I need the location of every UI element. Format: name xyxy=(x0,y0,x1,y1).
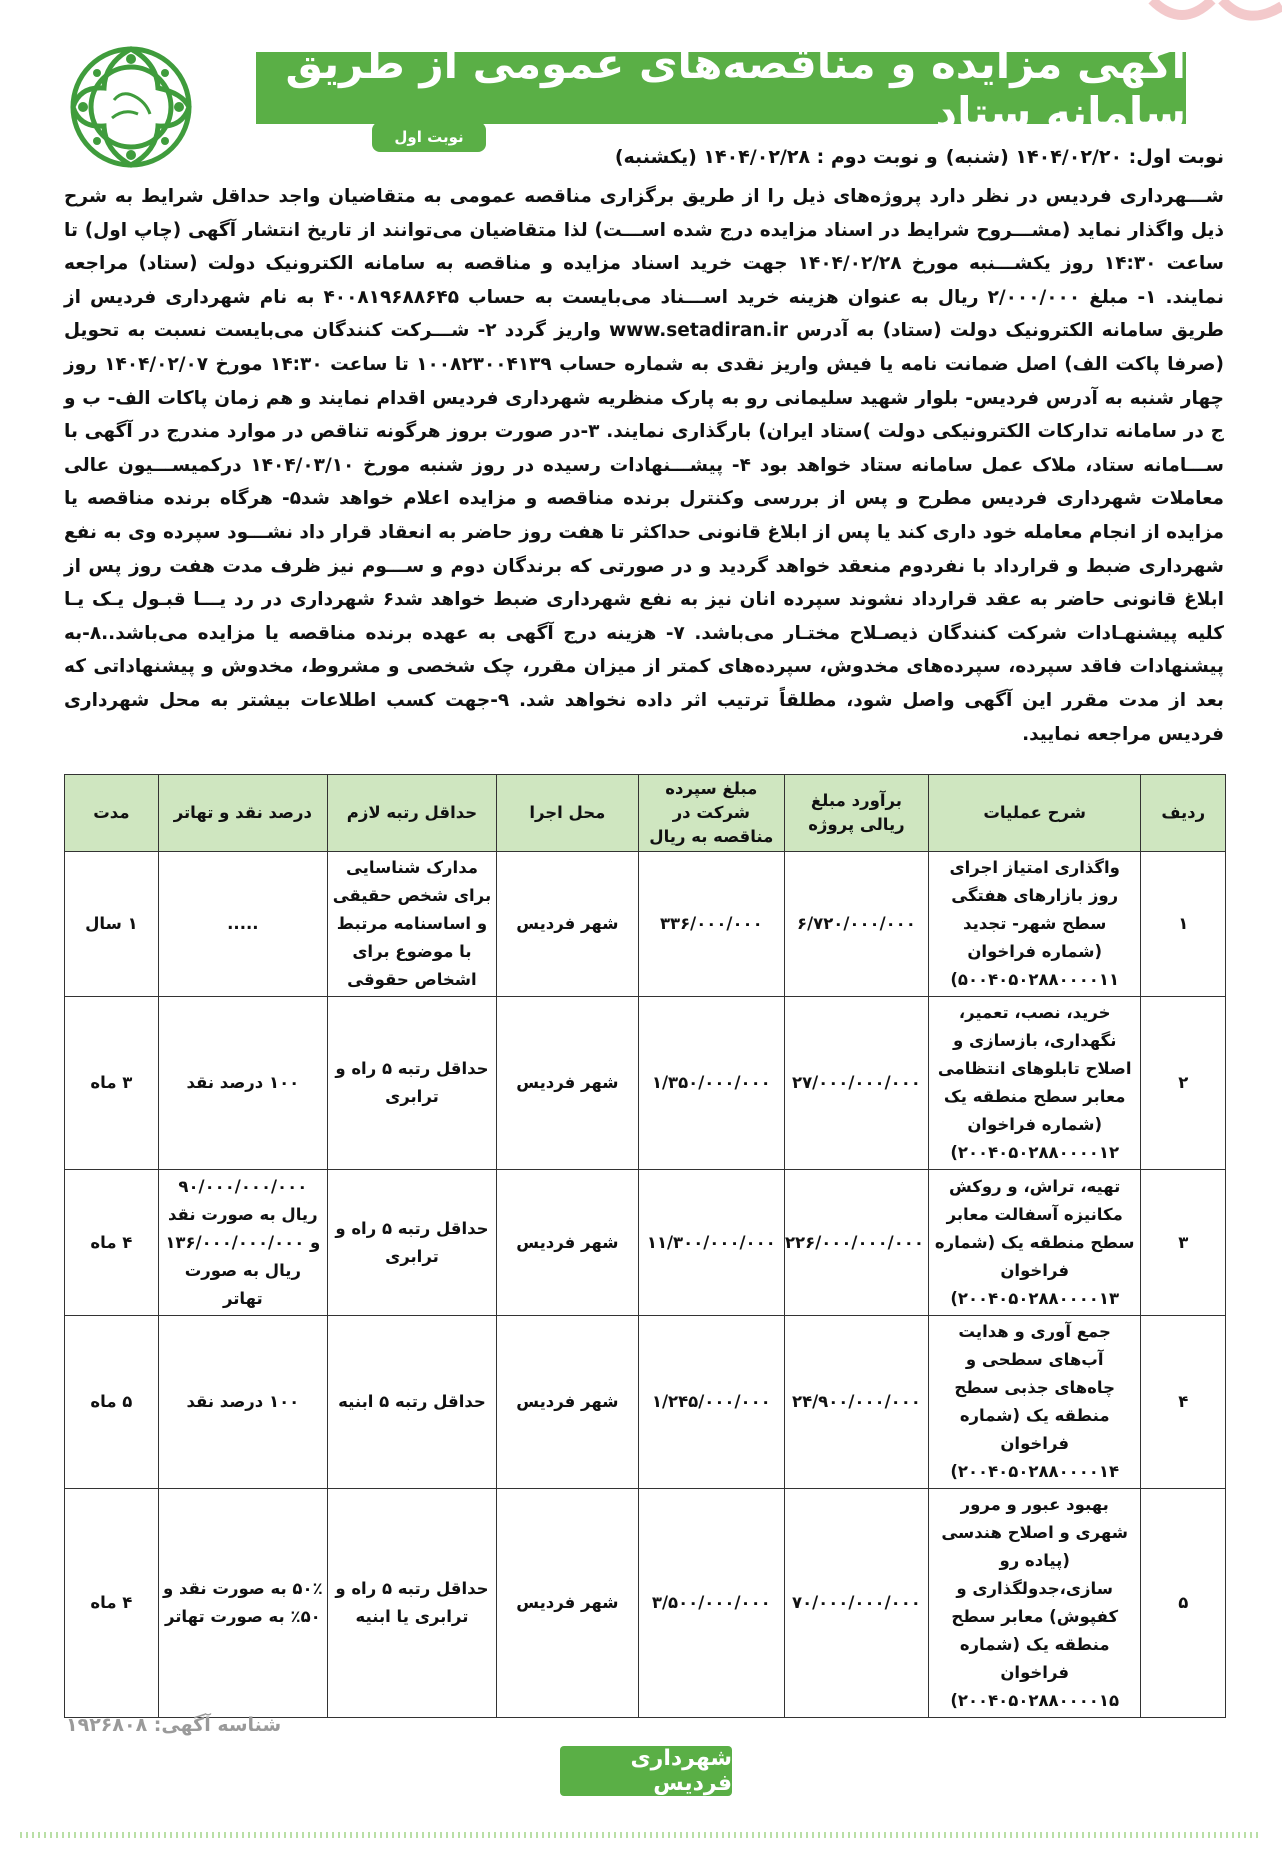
header-deposit: مبلغ سپرده شرکت در مناقصه به ریال xyxy=(638,775,784,852)
cell-row-number: ۴ xyxy=(1141,1316,1226,1489)
cell-row-number: ۱ xyxy=(1141,852,1226,997)
table-row xyxy=(65,1316,1226,1489)
cell-row-number: ۳ xyxy=(1141,1170,1226,1316)
ad-id: شناسه آگهی: ۱۹۲۶۸۰۸ xyxy=(66,1714,282,1736)
cell-location: شهر فردیس xyxy=(497,1489,639,1718)
table-header-row xyxy=(65,775,1226,852)
cell-deposit: ۱/۲۴۵/۰۰۰/۰۰۰ xyxy=(638,1316,784,1489)
cell-grade: حداقل رتبه ۵ ابنیه xyxy=(327,1316,496,1489)
second-round-date: و نوبت دوم : ۱۴۰۴/۰۲/۲۸ (یکشنبه) xyxy=(614,146,938,168)
header-grade: حداقل رتبه لازم xyxy=(327,775,496,852)
header-description: شرح عملیات xyxy=(928,775,1141,852)
cell-row-number: ۵ xyxy=(1141,1489,1226,1718)
cell-grade: حداقل رتبه ۵ راه و ترابری xyxy=(327,1170,496,1316)
round-badge: نوبت اول xyxy=(372,122,486,152)
cell-estimate: ۲۲۶/۰۰۰/۰۰۰/۰۰۰ xyxy=(784,1170,928,1316)
notice-title: آگهی مزایده و مناقصه‌های عمومی از طریق سامانه ستاد xyxy=(256,52,1186,124)
cell-duration: ۳ ماه xyxy=(65,997,159,1170)
cell-grade: حداقل رتبه ۵ راه و ترابری یا ابنیه xyxy=(327,1489,496,1718)
first-round-date: نوبت اول: ۱۴۰۴/۰۲/۲۰ (شنبه) xyxy=(945,146,1224,168)
cell-payment: ۹۰/۰۰۰/۰۰۰/۰۰۰ ریال به صورت نقد و ۱۳۶/۰۰۰/۰۰۰/۰۰۰ ریال به صورت تهاتر xyxy=(158,1170,327,1316)
notice-body: شـــهرداری فردیس در نظر دارد پروژه‌های ذیل را از طریق برگزاری مناقصه عمومی به متقاضیان واجد حداقل شرایط به شرح ذیل واگذار نماید (مشـــروح شرایط در اسناد مزایده درج شده اســـت) لذا متقاضیان می‌توانند از تاریخ انتشار آگهی (چاپ اول) تا ساعت ۱۴:۳۰ روز یکشـــنبه مورخ ۱۴۰۴/۰۲/۲۸ جهت خرید اسناد مزایده و مناقصه به سامانه الکترونیک دولت (ستاد) مراجعه نمایند. ۱- مبلغ ۲/۰۰۰/۰۰۰ ریال به عنوان هزینه خرید اســـناد می‌بایست به حساب ۴۰۰۸۱۹۶۸۸۶۴۵ به نام شهرداری فردیس از طریق سامانه الکترونیک دولت (ستاد) به آدرس www.setadiran.ir واریز گردد ۲- شـــرکت کنندگان می‌بایست نسبت به تحویل (صرفا پاکت الف) اصل ضمانت نامه یا فیش واریز نقدی به شماره حساب ۱۰۰۸۲۳۰۰۴۱۳۹ تا ساعت ۱۴:۳۰ مورخ ۱۴۰۴/۰۲/۰۷ روز چهار شنبه به آدرس فردیس- بلوار شهید سلیمانی رو به پارک منظریه شهرداری فردیس اقدام نمایند و هم زمان پاکات الف- ب و ج در سامانه تدارکات الکترونیکی دولت )ستاد ایران) بارگذاری نمایند. ۳-در صورت بروز هرگونه تناقص در موارد مندرج در آگهی با ســـامانه ستاد، ملاک عمل سامانه ستاد خواهد بود ۴- پیشـــنهادات رسیده در روز شنبه مورخ ۱۴۰۴/۰۳/۱۰ درکمیســـیون عالی معاملات شهرداری فردیس مطرح و پس از بررسی وکنترل برنده مناقصه و مزایده اعلام خواهد شد۵- هرگاه برنده مناقصه یا مزایده از انجام معامله خود داری کند یا پس از ابلاغ قانونی حداکثر تا هفت روز حاضر به انعقاد قرار داد نشـــود سپرده وی به نفع شهرداری ضبط و قرارداد با نفردوم منعقد خواهد گردید و در صورتی که برندگان دوم و ســـوم نیز ظرف مدت هفت روز پس از ابلاغ قانونی حاضر به عقد قرارداد نشوند سپرده انان نیز به نفع شهرداری ضبط خواهد شد۶ شهرداری در رد یـــا قبـول یـک یـا کلیه پیشنهـادات شرکت کنندگان ذیصـلاح مختـار می‌باشد. ۷- هزینه درج آگهی به عهده برنده مناقصه یا مزایده می‌باشد..۸-به پیشنهادات فاقد سپرده، سپرده‌های مخدوش، سپرده‌های کمتر از میزان مقرر، چک شخصی و مشروط، مخدوش و پیشنهاداتی که بعد از مدت مقرر این آگهی واصل شود، مطلقاً ترتیب اثر داده نخواهد شد. ۹-جهت کسب اطلاعات بیشتر به محل شهرداری فردیس مراجعه نمایید. xyxy=(64,186,1225,745)
cell-description: تهیه، تراش، و روکش مکانیزه آسفالت معابر سطح منطقه یک (شماره فراخوان ۲۰۰۴۰۵۰۲۸۸۰۰۰۰۱۳) xyxy=(928,1170,1141,1316)
cell-payment: ..... xyxy=(158,852,327,997)
cell-deposit: ۱/۳۵۰/۰۰۰/۰۰۰ xyxy=(638,997,784,1170)
publication-dates xyxy=(64,146,1224,168)
cell-estimate: ۲۷/۰۰۰/۰۰۰/۰۰۰ xyxy=(784,997,928,1170)
cell-deposit: ۳۳۶/۰۰۰/۰۰۰ xyxy=(638,852,784,997)
table-row xyxy=(65,1489,1226,1718)
table-row xyxy=(65,997,1226,1170)
cell-duration: ۴ ماه xyxy=(65,1170,159,1316)
cell-payment: ۱۰۰ درصد نقد xyxy=(158,997,327,1170)
cell-location: شهر فردیس xyxy=(497,1170,639,1316)
cell-description: واگذاری امتیاز اجرای روز بازارهای هفتگی سطح شهر- تجدید (شماره فراخوان ۵۰۰۴۰۵۰۲۸۸۰۰۰۰۱۱) xyxy=(928,852,1141,997)
header-payment: درصد نقد و تهاتر xyxy=(158,775,327,852)
table-row xyxy=(65,852,1226,997)
cell-payment: ۵۰٪ به صورت نقد و ۵۰٪ به صورت تهاتر xyxy=(158,1489,327,1718)
dotted-divider xyxy=(20,1830,1262,1840)
cell-duration: ۴ ماه xyxy=(65,1489,159,1718)
cell-description: جمع آوری و هدایت آب‌های سطحی و چاه‌های جذبی سطح منطقه یک (شماره فراخوان ۲۰۰۴۰۵۰۲۸۸۰۰۰۰۱۴) xyxy=(928,1316,1141,1489)
cell-location: شهر فردیس xyxy=(497,1316,639,1489)
projects-table xyxy=(64,774,1226,1718)
cell-duration: ۵ ماه xyxy=(65,1316,159,1489)
cell-estimate: ۲۴/۹۰۰/۰۰۰/۰۰۰ xyxy=(784,1316,928,1489)
cell-location: شهر فردیس xyxy=(497,997,639,1170)
table-row xyxy=(65,1170,1226,1316)
cell-location: شهر فردیس xyxy=(497,852,639,997)
cell-row-number: ۲ xyxy=(1141,997,1226,1170)
cell-estimate: ۶/۷۲۰/۰۰۰/۰۰۰ xyxy=(784,852,928,997)
cell-payment: ۱۰۰ درصد نقد xyxy=(158,1316,327,1489)
cell-deposit: ۳/۵۰۰/۰۰۰/۰۰۰ xyxy=(638,1489,784,1718)
cell-duration: ۱ سال xyxy=(65,852,159,997)
cell-grade: حداقل رتبه ۵ راه و ترابری xyxy=(327,997,496,1170)
issuer-badge: شهرداری فردیس xyxy=(560,1746,732,1796)
cell-estimate: ۷۰/۰۰۰/۰۰۰/۰۰۰ xyxy=(784,1489,928,1718)
cell-description: بهبود عبور و مرور شهری و اصلاح هندسی (پیاده رو سازی،جدولگذاری و کفپوش) معابر سطح منطقه یک (شماره فراخوان ۲۰۰۴۰۵۰۲۸۸۰۰۰۰۱۵) xyxy=(928,1489,1141,1718)
header-duration: مدت xyxy=(65,775,159,852)
cell-description: خرید، نصب، تعمیر، نگهداری، بازسازی و اصلاح تابلوهای انتظامی معابر سطح منطقه یک (شماره فراخوان ۲۰۰۴۰۵۰۲۸۸۰۰۰۰۱۲) xyxy=(928,997,1141,1170)
cell-grade: مدارک شناسایی برای شخص حقیقی و اساسنامه مرتبط با موضوع برای اشخاص حقوقی xyxy=(327,852,496,997)
header-estimate: برآورد مبلغ ریالی پروژه xyxy=(784,775,928,852)
header-location: محل اجرا xyxy=(497,775,639,852)
header-row-number: ردیف xyxy=(1141,775,1226,852)
cell-deposit: ۱۱/۳۰۰/۰۰۰/۰۰۰ xyxy=(638,1170,784,1316)
